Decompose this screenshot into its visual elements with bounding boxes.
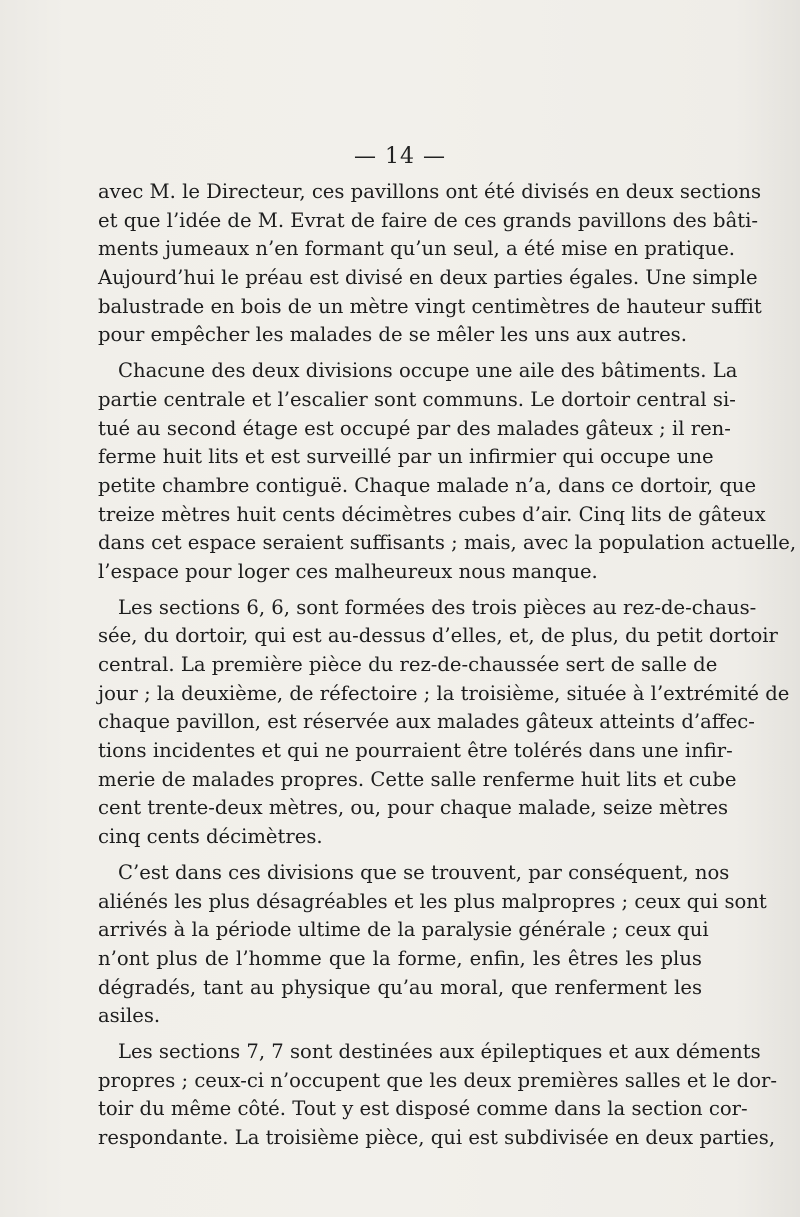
paragraph-1 xyxy=(98,178,762,350)
text-line: pour empêcher les malades de se mêler les uns aux autres. xyxy=(98,323,687,347)
text-line: Les sections 6, 6, sont formées des trois pièces au rez-de-chaus- xyxy=(118,595,757,619)
text-line: propres ; ceux-ci n’occupent que les deux premières salles et le dor- xyxy=(98,1068,777,1092)
text-line: Chacune des deux divisions occupe une aile des bâtiments. La xyxy=(118,359,738,383)
text-line: merie de malades propres. Cette salle renferme huit lits et cube xyxy=(98,767,737,791)
text-line: treize mètres huit cents décimètres cubes d’air. Cinq lits de gâteux xyxy=(98,502,766,526)
text-line: C’est dans ces divisions que se trouvent, par conséquent, nos xyxy=(118,860,730,884)
text-line: tions incidentes et qui ne pourraient être tolérés dans une infir- xyxy=(98,739,733,763)
text-line: cent trente-deux mètres, ou, pour chaque malade, seize mètres xyxy=(98,796,729,820)
text-line: tué au second étage est occupé par des malades gâteux ; il ren- xyxy=(98,416,731,440)
text-line: asiles. xyxy=(98,1004,161,1028)
text-line: ments jumeaux n’en formant qu’un seul, a été mise en pratique. xyxy=(98,237,736,261)
text-line: ferme huit lits et est surveillé par un infirmier qui occupe une xyxy=(98,445,714,469)
body-text xyxy=(98,178,797,1153)
text-line: n’ont plus de l’homme que la forme, enfin, les êtres les plus xyxy=(98,946,702,970)
text-line: l’espace pour loger ces malheureux nous manque. xyxy=(98,559,598,583)
text-line: partie centrale et l’escalier sont communs. Le dortoir central si- xyxy=(98,387,736,411)
text-line: toir du même côté. Tout y est disposé comme dans la section cor- xyxy=(98,1097,748,1121)
text-line: arrivés à la période ultime de la paralysie générale ; ceux qui xyxy=(98,918,709,942)
text-line: dans cet espace seraient suffisants ; mais, avec la population actuelle, xyxy=(98,531,797,555)
text-line: aliénés les plus désagréables et les plus malpropres ; ceux qui sont xyxy=(98,889,767,913)
text-line: petite chambre contiguë. Chaque malade n’a, dans ce dortoir, que xyxy=(98,473,757,497)
text-line: sée, du dortoir, qui est au-dessus d’elles, et, de plus, du petit dortoir xyxy=(98,624,778,648)
text-line: respondante. La troisième pièce, qui est subdivisée en deux parties, xyxy=(98,1126,776,1149)
text-line: cinq cents décimètres. xyxy=(98,825,323,849)
text-line: et que l’idée de M. Evrat de faire de ces grands pavillons des bâti- xyxy=(98,208,759,232)
text-line: balustrade en bois de un mètre vingt centimètres de hauteur suffit xyxy=(98,294,762,318)
text-line: central. La première pièce du rez-de-chaussée sert de salle de xyxy=(98,653,718,676)
text-line: Aujourd’hui le préau est divisé en deux parties égales. Une simple xyxy=(98,266,758,290)
paragraph-4 xyxy=(98,859,767,1031)
text-line: dégradés, tant au physique qu’au moral, que renferment les xyxy=(98,975,702,999)
text-line: jour ; la deuxième, de réfectoire ; la troisième, située à l’extrémité de xyxy=(98,681,790,705)
paragraph-3 xyxy=(98,594,790,852)
text-line: chaque pavillon, est réservée aux malades gâteux atteints d’affec- xyxy=(98,710,755,734)
text-line: avec M. le Directeur, ces pavillons ont été divisés en deux sections xyxy=(98,180,762,203)
text-line: Les sections 7, 7 sont destinées aux épileptiques et aux déments xyxy=(118,1039,761,1063)
page-number: — 14 — xyxy=(354,144,446,169)
paragraph-5 xyxy=(98,1038,777,1153)
paragraph-2 xyxy=(98,357,797,587)
